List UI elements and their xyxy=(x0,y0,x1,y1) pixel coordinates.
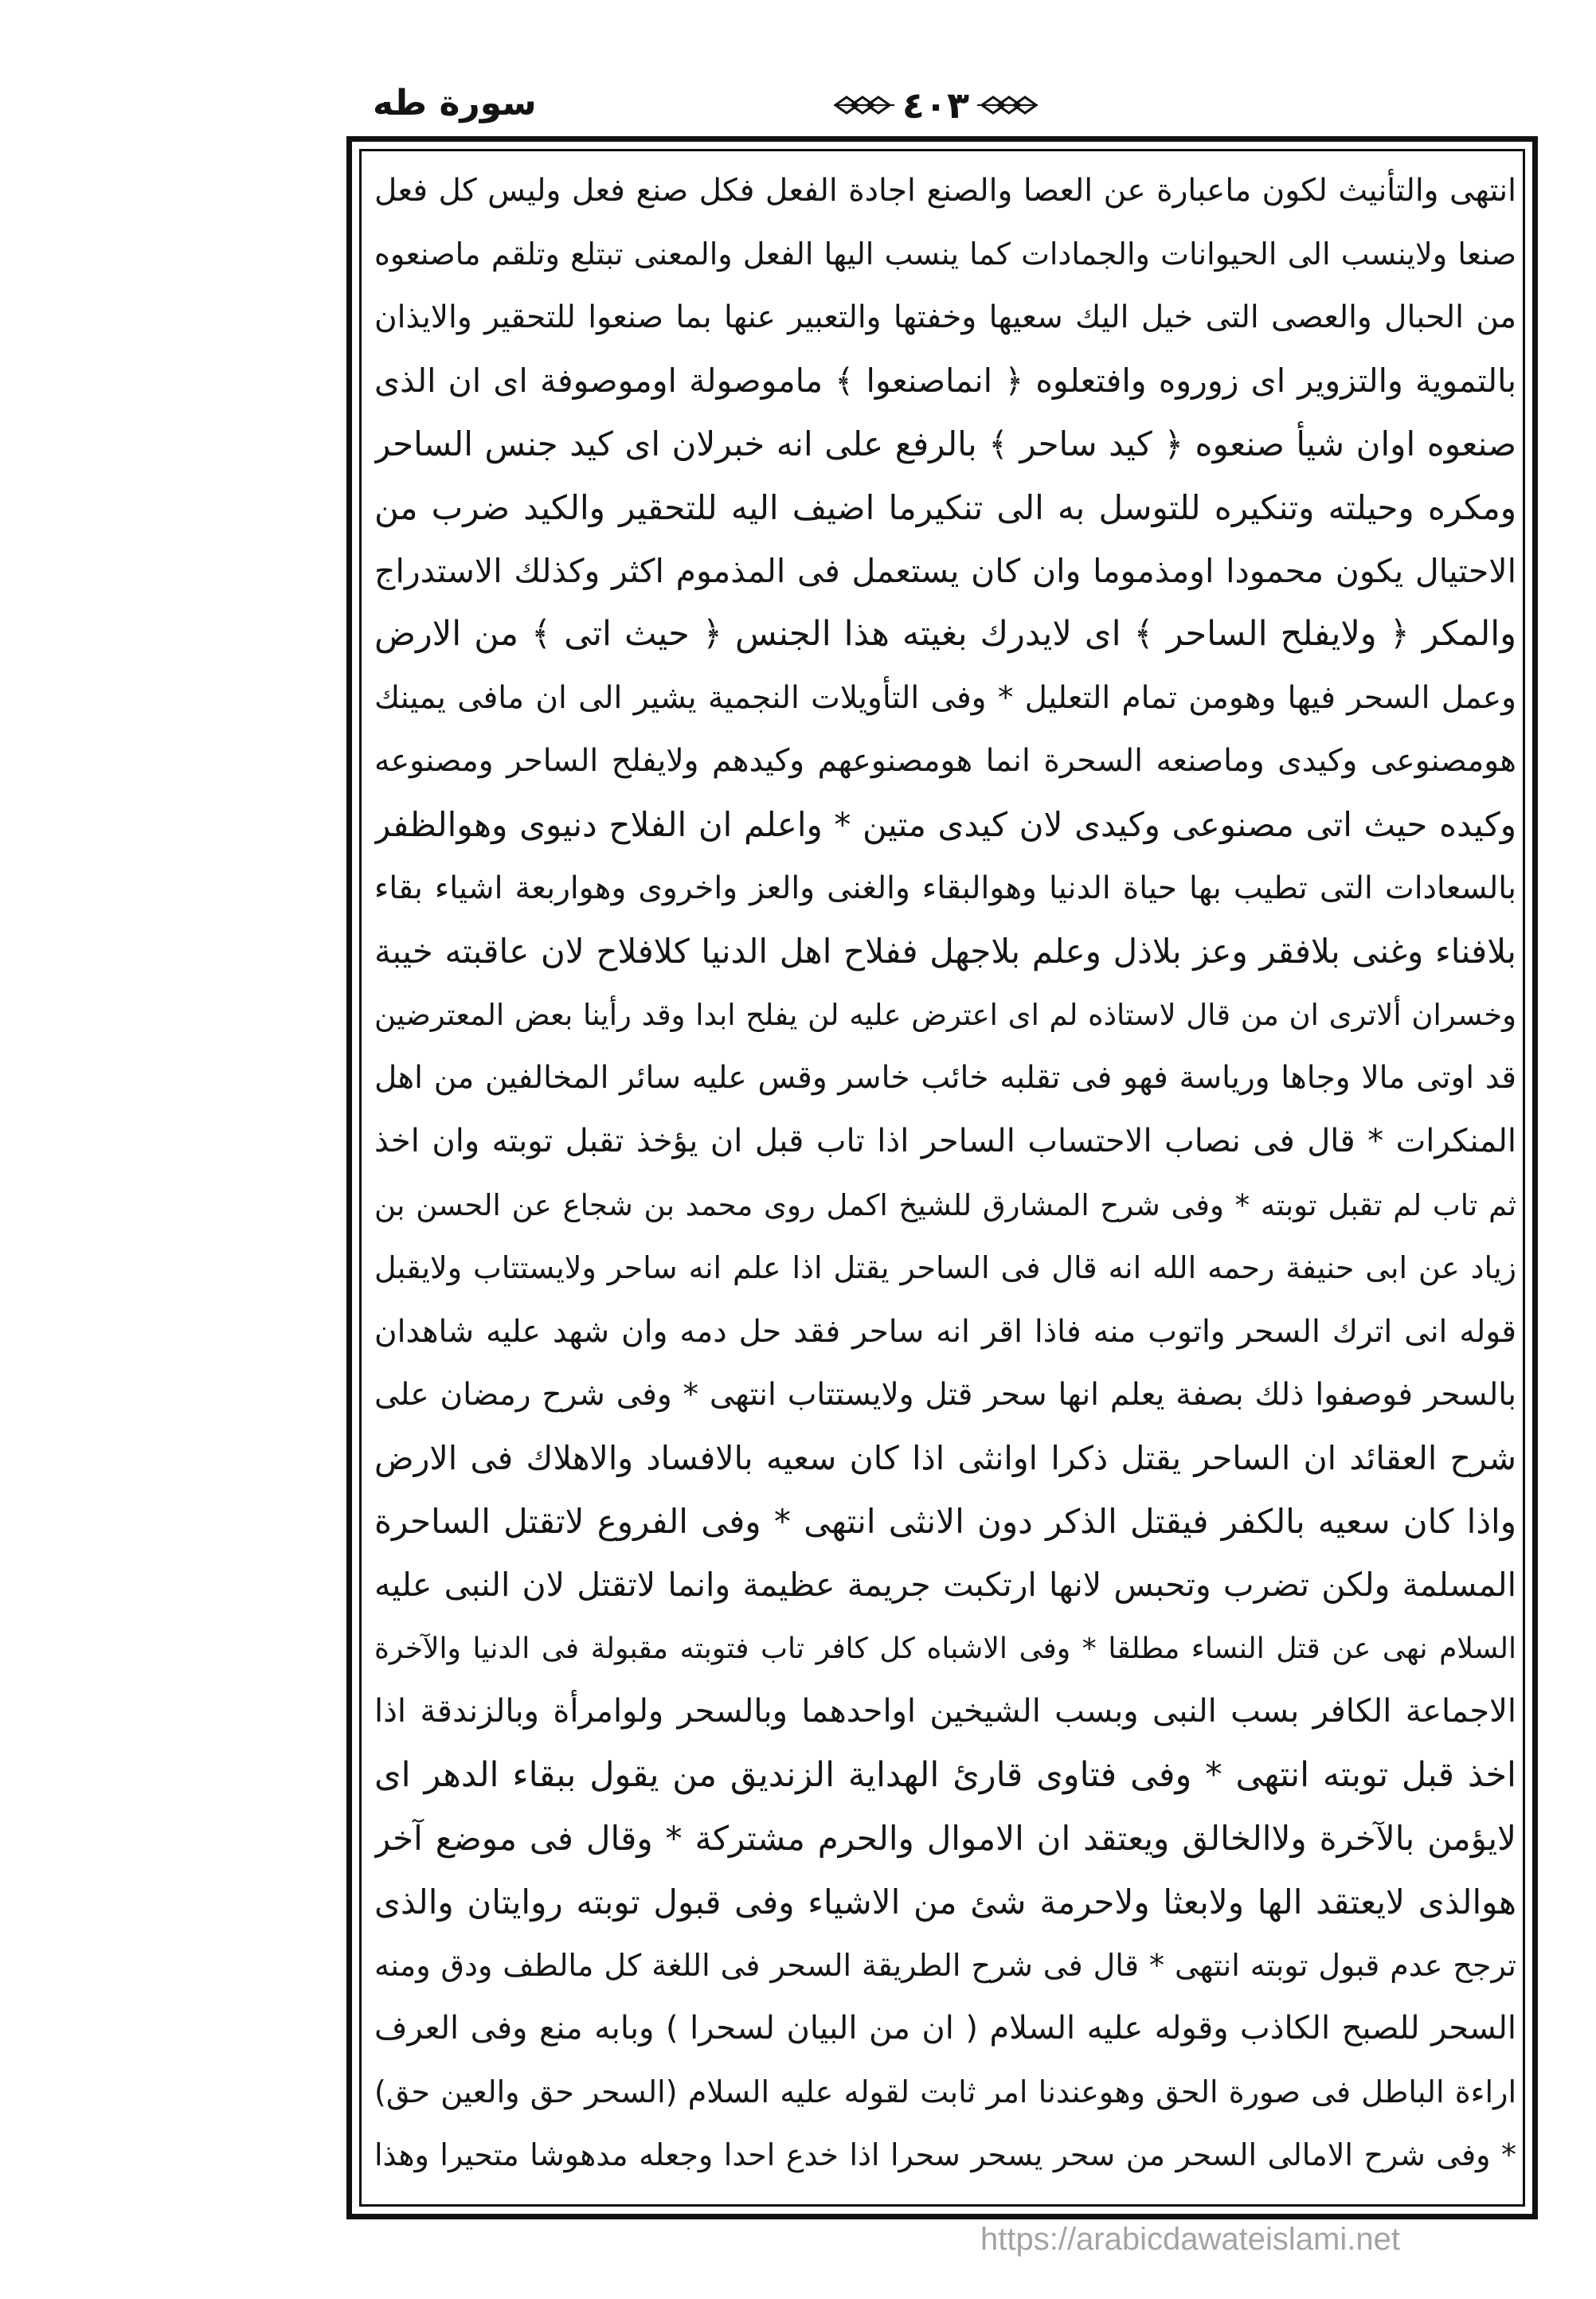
text-line xyxy=(374,1363,1516,1427)
text-line xyxy=(374,1934,1516,1998)
text-line xyxy=(374,793,1516,857)
text-line xyxy=(374,1110,1516,1174)
text-line-content: صنعا ولاينسب الى الحيوانات والجمادات كما ينسب اليها الفعل والمعنى تبتلع وتلقم ماصنعوه xyxy=(374,236,1516,272)
text-line xyxy=(374,1046,1516,1110)
text-line xyxy=(374,1871,1516,1934)
text-line-content: السلام نهى عن قتل النساء مطلقا * وفى الاشباه كل كافر تاب فتوبته مقبولة فى الدنيا والآخرة xyxy=(374,1632,1516,1665)
text-line xyxy=(374,412,1516,476)
text-line xyxy=(374,223,1516,287)
text-line-content: زياد عن ابى حنيفة رحمه الله انه قال فى الساحر يقتل اذا علم انه ساحر ولايستتاب ولايقبل xyxy=(374,1250,1516,1286)
text-line-content: ترجح عدم قبول توبته انتهى * قال فى شرح الطريقة السحر فى اللغة كل مالطف ودق ومنه xyxy=(374,1947,1516,1983)
text-line xyxy=(374,2061,1516,2125)
surah-title: سورة طه xyxy=(373,83,537,123)
text-line-content: شرح العقائد ان الساحر يقتل ذكرا اوانثى اذا كان سعيه بالافساد والاهلاك فى الارض xyxy=(374,1438,1516,1477)
text-line xyxy=(374,1554,1516,1617)
text-line-content: بالتموية والتزوير اى زوروه وافتعلوه ﴿ انماصنعوا ﴾ ماموصولة اوموصوفة اى ان الذى xyxy=(374,361,1516,400)
text-line xyxy=(374,667,1516,730)
text-line-content: الاجماعة الكافر بسب النبى وبسب الشيخين اواحدهما وبالسحر ولوامرأة وبالزندقة اذا xyxy=(374,1693,1516,1730)
ornament-right-icon xyxy=(976,93,1039,117)
text-line xyxy=(374,1427,1516,1491)
text-line xyxy=(374,1744,1516,1808)
text-line-content: ثم تاب لم تقبل توبته * وفى شرح المشارق للشيخ اكمل روى محمد بن شجاع عن الحسن بن xyxy=(374,1187,1516,1222)
ornament-left-icon xyxy=(832,93,896,117)
text-line xyxy=(374,1237,1516,1300)
text-line-content: وخسران ألاترى ان من قال لاستاذه لم اى اعترض عليه لن يفلح ابدا وقد رأينا بعض المعترضين xyxy=(374,997,1516,1032)
text-line xyxy=(374,476,1516,540)
text-line-content: وكيده حيث اتى مصنوعى وكيدى لان كيدى متين * واعلم ان الفلاح دنيوى وهوالظفر xyxy=(374,804,1516,844)
text-line-content: المسلمة ولكن تضرب وتحبس لانها ارتكبت جريمة عظيمة وانما لاتقتل لان النبى عليه xyxy=(374,1566,1516,1605)
text-line xyxy=(374,1174,1516,1237)
text-line-content: ومكره وحيلته وتنكيره للتوسل به الى تنكيرما اضيف اليه للتحقير والكيد ضرب من xyxy=(374,487,1516,527)
text-line-content: هومصنوعى وكيدى وماصنعه السحرة انما هومصنوعهم وكيدهم ولايفلح الساحر ومصنوعه xyxy=(374,743,1516,780)
text-line xyxy=(374,857,1516,921)
body-text xyxy=(374,159,1516,2188)
text-line-content: الاحتيال يكون محمودا اومذموما وان كان يستعمل فى المذموم اكثر وكذلك الاستدراج xyxy=(374,551,1516,590)
source-watermark: https://arabicdawateislami.net xyxy=(980,2222,1400,2257)
text-line-content: بلافناء وغنى بلافقر وعز بلاذل وعلم بلاجهل ففلاح اهل الدنيا كلافلاح لان عاقبته خيبة xyxy=(374,932,1516,972)
text-line xyxy=(374,1490,1516,1554)
text-line-content: صنعوه اوان شيأ صنعوه ﴿ كيد ساحر ﴾ بالرفع على انه خبرلان اى كيد جنس الساحر xyxy=(374,424,1516,464)
text-line-content: اخذ قبل توبته انتهى * وفى فتاوى قارئ الهداية الزنديق من يقول ببقاء الدهر اى xyxy=(374,1754,1516,1795)
text-line xyxy=(374,350,1516,413)
text-line xyxy=(374,603,1516,667)
text-line-content: واذا كان سعيه بالكفر فيقتل الذكر دون الانثى انتهى * وفى الفروع لاتقتل الساحرة xyxy=(374,1502,1516,1542)
page-number: ٤٠٣ xyxy=(902,84,970,127)
text-line xyxy=(374,1807,1516,1871)
text-line-content: من الحبال والعصى التى خيل اليك سعيها وخفتها والتعبير عنها بما صنعوا للتحقير والايذان xyxy=(374,299,1516,336)
text-line xyxy=(374,540,1516,604)
text-line xyxy=(374,1617,1516,1681)
page-number-header xyxy=(828,81,1043,129)
text-line xyxy=(374,983,1516,1047)
text-line xyxy=(374,1680,1516,1744)
text-line-content: هوالذى لايعتقد الها ولابعثا ولاحرمة شئ من الاشياء وفى قبول توبته روايتان والذى xyxy=(374,1883,1516,1922)
text-line-content: قد اوتى مالا وجاها ورياسة فهو فى تقلبه خائب خاسر وقس عليه سائر المخالفين من اهل xyxy=(374,1060,1516,1097)
text-line xyxy=(374,1997,1516,2061)
text-line-content: والمكر ﴿ ولايفلح الساحر ﴾ اى لايدرك بغيته هذا الجنس ﴿ حيث اتى ﴾ من الارض xyxy=(374,614,1516,655)
text-line-content: المنكرات * قال فى نصاب الاحتساب الساحر اذا تاب قبل ان يؤخذ تقبل توبته وان اخذ xyxy=(374,1122,1516,1159)
text-line-content: بالسحر فوصفوا ذلك بصفة يعلم انها سحر قتل ولايستتاب انتهى * وفى شرح رمضان على xyxy=(374,1377,1516,1413)
text-line xyxy=(374,729,1516,793)
text-line-content: بالسعادات التى تطيب بها حياة الدنيا وهوالبقاء والغنى والعز واخروى وهواربعة اشياء بقاء xyxy=(374,870,1516,906)
text-line xyxy=(374,159,1516,223)
text-line xyxy=(374,1300,1516,1364)
text-line-content: قوله انى اترك السحر واتوب منه فاذا اقر انه ساحر فقد حل دمه وان شهد عليه شاهدان xyxy=(374,1313,1516,1350)
text-line xyxy=(374,286,1516,350)
text-line-content: * وفى شرح الامالى السحر من سحر يسحر سحرا اذا خدع احدا وجعله مدهوشا متحيرا وهذا xyxy=(374,2137,1516,2173)
text-line xyxy=(374,2124,1516,2188)
text-line-content: اراءة الباطل فى صورة الحق وهوعندنا امر ثابت لقوله عليه السلام (السحر حق والعين حق) xyxy=(374,2074,1516,2109)
text-line-content: لايؤمن بالآخرة ولاالخالق ويعتقد ان الاموال والحرم مشتركة * وقال فى موضع آخر xyxy=(374,1819,1516,1859)
text-line-content: وعمل السحر فيها وهومن تمام التعليل * وفى التأويلات النجمية يشير الى ان مافى يمينك xyxy=(374,679,1516,716)
text-line xyxy=(374,920,1516,983)
text-line-content: السحر للصبح الكاذب وقوله عليه السلام ( ان من البيان لسحرا ) وبابه منع وفى العرف xyxy=(374,2010,1516,2047)
text-line-content: انتهى والتأنيث لكون ماعبارة عن العصا والصنع اجادة الفعل فكل صنع فعل وليس كل فعل xyxy=(374,173,1516,209)
